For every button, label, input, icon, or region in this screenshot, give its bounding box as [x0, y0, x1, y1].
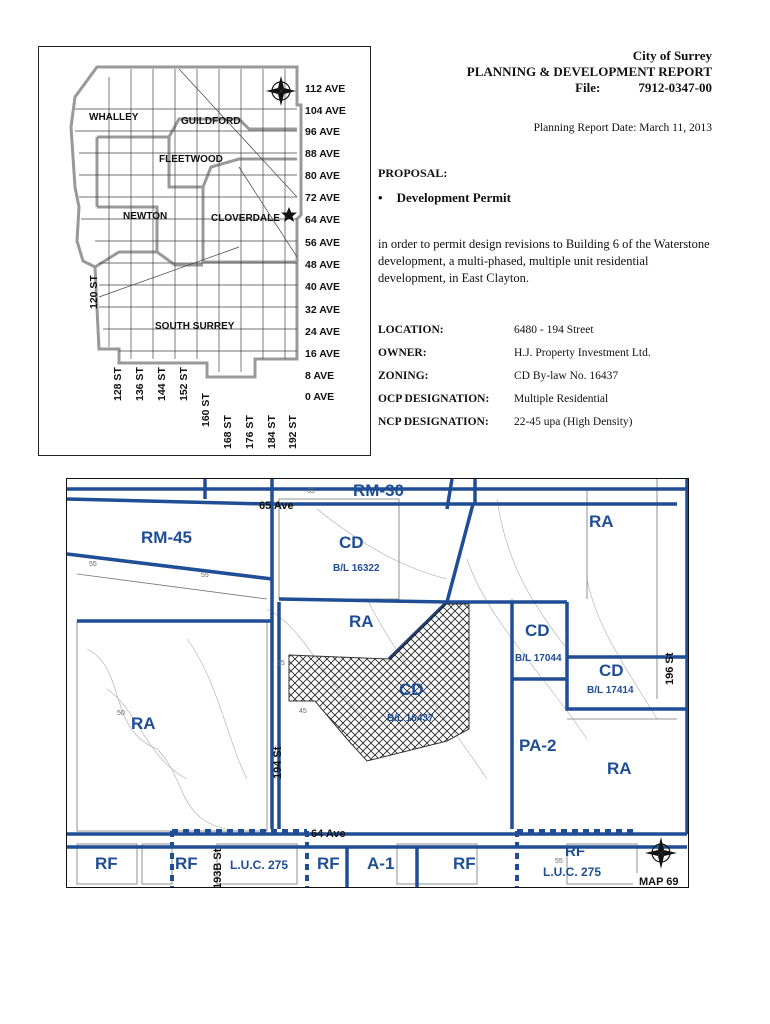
lot-number: 50: [117, 710, 125, 717]
avenue-label: 56 AVE: [305, 237, 341, 249]
zone-label: CD: [339, 533, 364, 552]
avenue-labels: [305, 83, 346, 403]
street-label: 184 ST: [266, 415, 278, 449]
lot-number: 55: [277, 660, 285, 667]
proposal-item: [378, 190, 511, 206]
zone-label: CD: [399, 680, 424, 699]
street-label-65-ave: 65 Ave: [259, 500, 294, 512]
fact-label: NCP DESIGNATION:: [378, 415, 489, 428]
proposal-label: PROPOSAL:: [378, 166, 448, 180]
street-label: 176 ST: [244, 415, 256, 449]
district-boundary: [203, 187, 297, 262]
street-label-64-ave: 64 Ave: [311, 828, 346, 840]
zone-label: RA: [349, 612, 374, 631]
zone-label: RM-45: [141, 528, 193, 547]
lot-number: 55: [555, 858, 563, 865]
avenue-label: 8 AVE: [305, 370, 335, 382]
avenue-label: 16 AVE: [305, 348, 341, 360]
avenue-label: 96 AVE: [305, 126, 341, 138]
lot-number: 45: [299, 708, 307, 715]
zone-label: RF: [175, 854, 198, 873]
fact-row-ocp: [378, 387, 651, 410]
fact-label: LOCATION:: [378, 323, 444, 336]
bylaw-label: B/L 17044: [515, 653, 562, 664]
lot-number: 55: [89, 561, 97, 568]
report-date: Planning Report Date: March 11, 2013: [533, 122, 712, 134]
fact-value: Multiple Residential: [514, 392, 609, 405]
property-facts: [378, 318, 651, 433]
key-map: [38, 46, 371, 456]
fact-label: ZONING:: [378, 369, 429, 382]
zone-label: CD: [599, 661, 624, 680]
fact-value: 6480 - 194 Street: [514, 323, 594, 336]
compass-icon: [645, 837, 677, 869]
fact-label: OCP DESIGNATION:: [378, 392, 490, 405]
site-map-drawing: [67, 479, 689, 888]
avenue-label: 80 AVE: [305, 170, 341, 182]
fact-row-zoning: [378, 364, 651, 387]
compass-icon: [266, 76, 296, 106]
zone-label: CD: [525, 621, 550, 640]
zone-label: A-1: [367, 854, 395, 873]
avenue-label: 40 AVE: [305, 281, 341, 293]
zone-label: RF: [565, 843, 585, 860]
fact-value: 22-45 upa (High Density): [514, 415, 633, 428]
avenue-label: 64 AVE: [305, 214, 341, 226]
fact-value: CD By-law No. 16437: [514, 369, 619, 382]
zone-label: PA-2: [519, 736, 557, 755]
map-number-label: MAP 69: [639, 876, 679, 888]
avenue-label: 104 AVE: [305, 105, 346, 117]
street-label: 144 ST: [156, 367, 168, 401]
street-label-193b-st: 193B St: [212, 848, 224, 889]
street-label: 152 ST: [178, 367, 190, 401]
street-label-196-st: 196 St: [664, 652, 676, 685]
fact-value: H.J. Property Investment Ltd.: [514, 346, 651, 359]
district-label: WHALLEY: [89, 112, 139, 123]
fact-row-owner: [378, 341, 651, 364]
subject-property-hatch: [289, 604, 469, 761]
zone-label: L.U.C. 275: [543, 865, 602, 879]
district-label: GUILDFORD: [181, 116, 241, 127]
city-name: City of Surrey: [632, 48, 712, 63]
fact-label: OWNER:: [378, 346, 427, 359]
street-label-194-st: 194 St: [272, 746, 284, 779]
site-location-star-icon: [281, 207, 297, 222]
avenue-label: 88 AVE: [305, 148, 341, 160]
street-label: 128 ST: [112, 367, 124, 401]
avenue-label: 24 AVE: [305, 326, 341, 338]
bylaw-label: B/L 16322: [333, 563, 380, 574]
report-header: [467, 48, 712, 96]
street-label: 168 ST: [222, 415, 234, 449]
file-label: File:: [575, 80, 601, 95]
district-label: FLEETWOOD: [159, 154, 223, 165]
avenue-label: 72 AVE: [305, 192, 341, 204]
fact-row-location: [378, 318, 651, 341]
proposal-description: in order to permit design revisions to Building 6 of the Waterstone development, a multi-phased, multiple unit residential development, in East Clayton.: [378, 237, 710, 285]
district-label: NEWTON: [123, 211, 168, 222]
district-label: SOUTH SURREY: [155, 321, 235, 332]
bylaw-label: B/L 16437: [387, 713, 434, 724]
avenue-label: 48 AVE: [305, 259, 341, 271]
zone-label: RF: [317, 854, 340, 873]
zone-label: RF: [453, 854, 476, 873]
zone-label: RM-30: [353, 481, 405, 500]
zone-label: RF: [95, 854, 118, 873]
bullet: •: [378, 190, 383, 205]
lot-number: 55: [201, 572, 209, 579]
report-title: PLANNING & DEVELOPMENT REPORT: [466, 64, 712, 79]
lot-number: 65: [307, 488, 315, 495]
file-row: [467, 80, 712, 96]
street-label: 136 ST: [134, 367, 146, 401]
zone-label: RA: [131, 714, 156, 733]
avenue-label: 0 AVE: [305, 391, 335, 403]
street-label: 160 ST: [200, 393, 212, 427]
street-label: 120 ST: [88, 275, 100, 309]
street-label: 192 ST: [287, 415, 299, 449]
bylaw-label: B/L 17414: [587, 685, 634, 696]
fact-row-ncp: [378, 410, 651, 433]
proposal-item-text: Development Permit: [396, 190, 511, 205]
avenue-label: 112 AVE: [305, 83, 346, 95]
zone-label: RA: [607, 759, 632, 778]
zone-label: RA: [589, 512, 614, 531]
site-map: [66, 478, 689, 888]
avenue-label: 32 AVE: [305, 304, 341, 316]
file-number: 7912-0347-00: [638, 80, 712, 95]
key-map-drawing: [39, 47, 372, 457]
zone-label: L.U.C. 275: [230, 858, 289, 872]
district-label: CLOVERDALE: [211, 213, 280, 224]
